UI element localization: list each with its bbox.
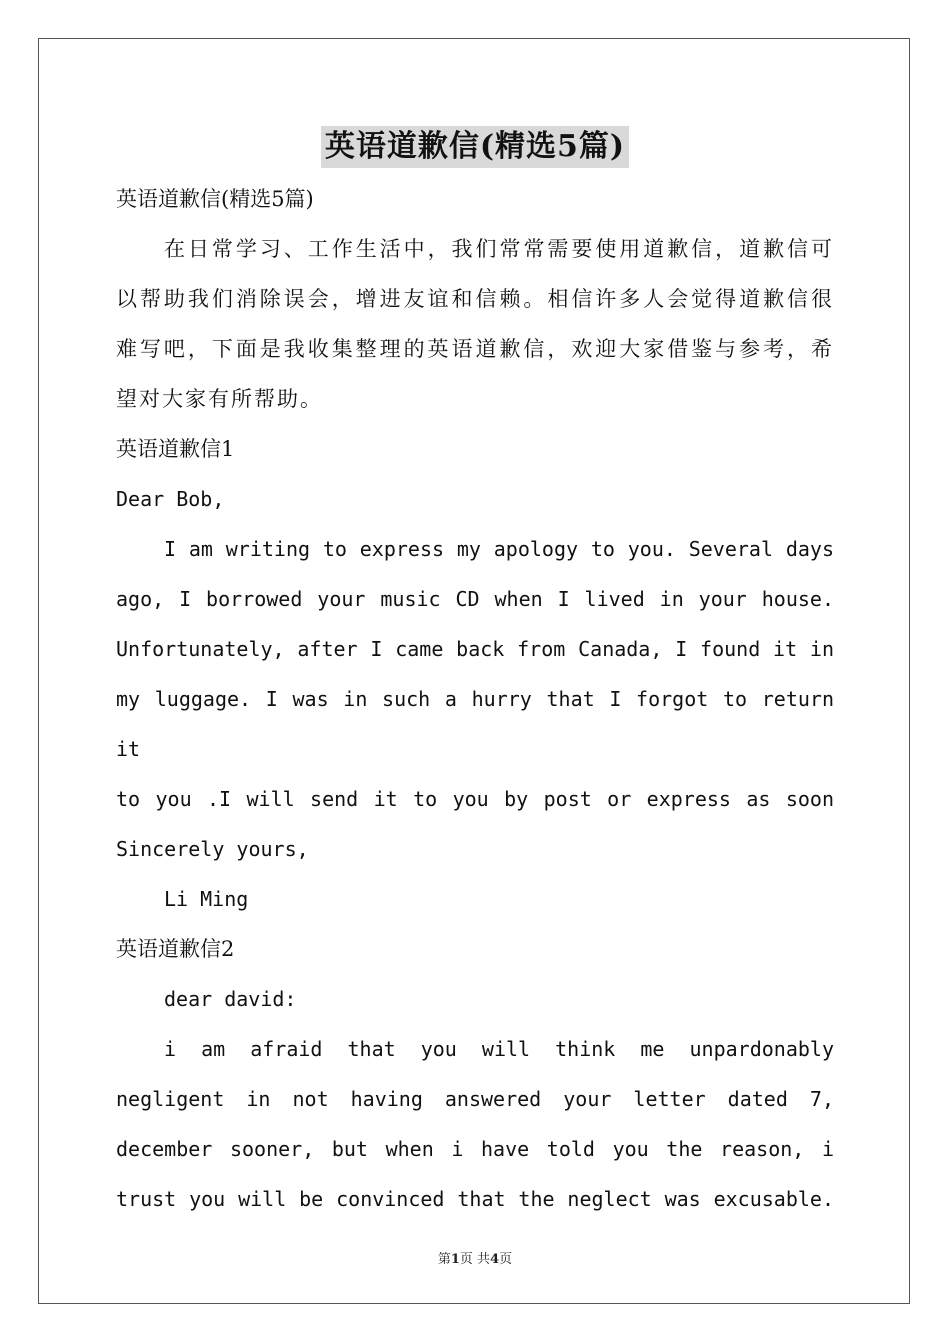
subtitle: 英语道歉信(精选5篇) — [116, 187, 314, 211]
footer-page-number: 1 — [450, 1252, 460, 1267]
letter1-closing: Sincerely yours, — [116, 837, 309, 861]
letter2-line-3: december sooner, but when i have told you the reason, i — [116, 1137, 834, 1161]
footer-page-mid: 页 共 — [459, 1252, 491, 1267]
page-footer — [0, 1248, 950, 1267]
footer-page-suffix: 页 — [499, 1252, 513, 1267]
title-container — [0, 126, 950, 168]
footer-page-prefix: 第 — [437, 1252, 451, 1267]
letter1-line-2: ago, I borrowed your music CD when I lived in your house. — [116, 587, 834, 611]
letter1-line-1: I am writing to express my apology to you. Several days — [164, 537, 834, 561]
letter1-signature: Li Ming — [164, 887, 249, 911]
intro-line-4: 望对大家有所帮助。 — [116, 387, 323, 411]
letter2-heading: 英语道歉信2 — [116, 937, 235, 961]
letter1-salutation: Dear Bob, — [116, 487, 225, 511]
letter2-salutation: dear david: — [164, 987, 297, 1011]
letter2-line-1: i am afraid that you will think me unpardonably — [164, 1037, 834, 1061]
intro-line-1: 在日常学习、工作生活中，我们常常需要使用道歉信，道歉信可 — [164, 237, 834, 261]
intro-line-2: 以帮助我们消除误会，增进友谊和信赖。相信许多人会觉得道歉信很 — [116, 287, 834, 311]
letter1-line-5: to you .I will send it to you by post or express as soon — [116, 787, 834, 811]
letter1-line-3: Unfortunately, after I came back from Canada, I found it in — [116, 637, 834, 661]
letter2-line-2: negligent in not having answered your letter dated 7, — [116, 1087, 834, 1111]
document-body — [116, 174, 834, 1224]
intro-line-3: 难写吧，下面是我收集整理的英语道歉信，欢迎大家借鉴与参考，希 — [116, 337, 834, 361]
letter1-heading: 英语道歉信1 — [116, 437, 235, 461]
letter2-line-4: trust you will be convinced that the neglect was excusable. — [116, 1187, 834, 1211]
footer-total-pages: 4 — [490, 1252, 500, 1267]
document-title: 英语道歉信(精选5篇) — [321, 126, 629, 168]
letter1-line-4: my luggage. I was in such a hurry that I forgot to return it — [116, 687, 834, 761]
